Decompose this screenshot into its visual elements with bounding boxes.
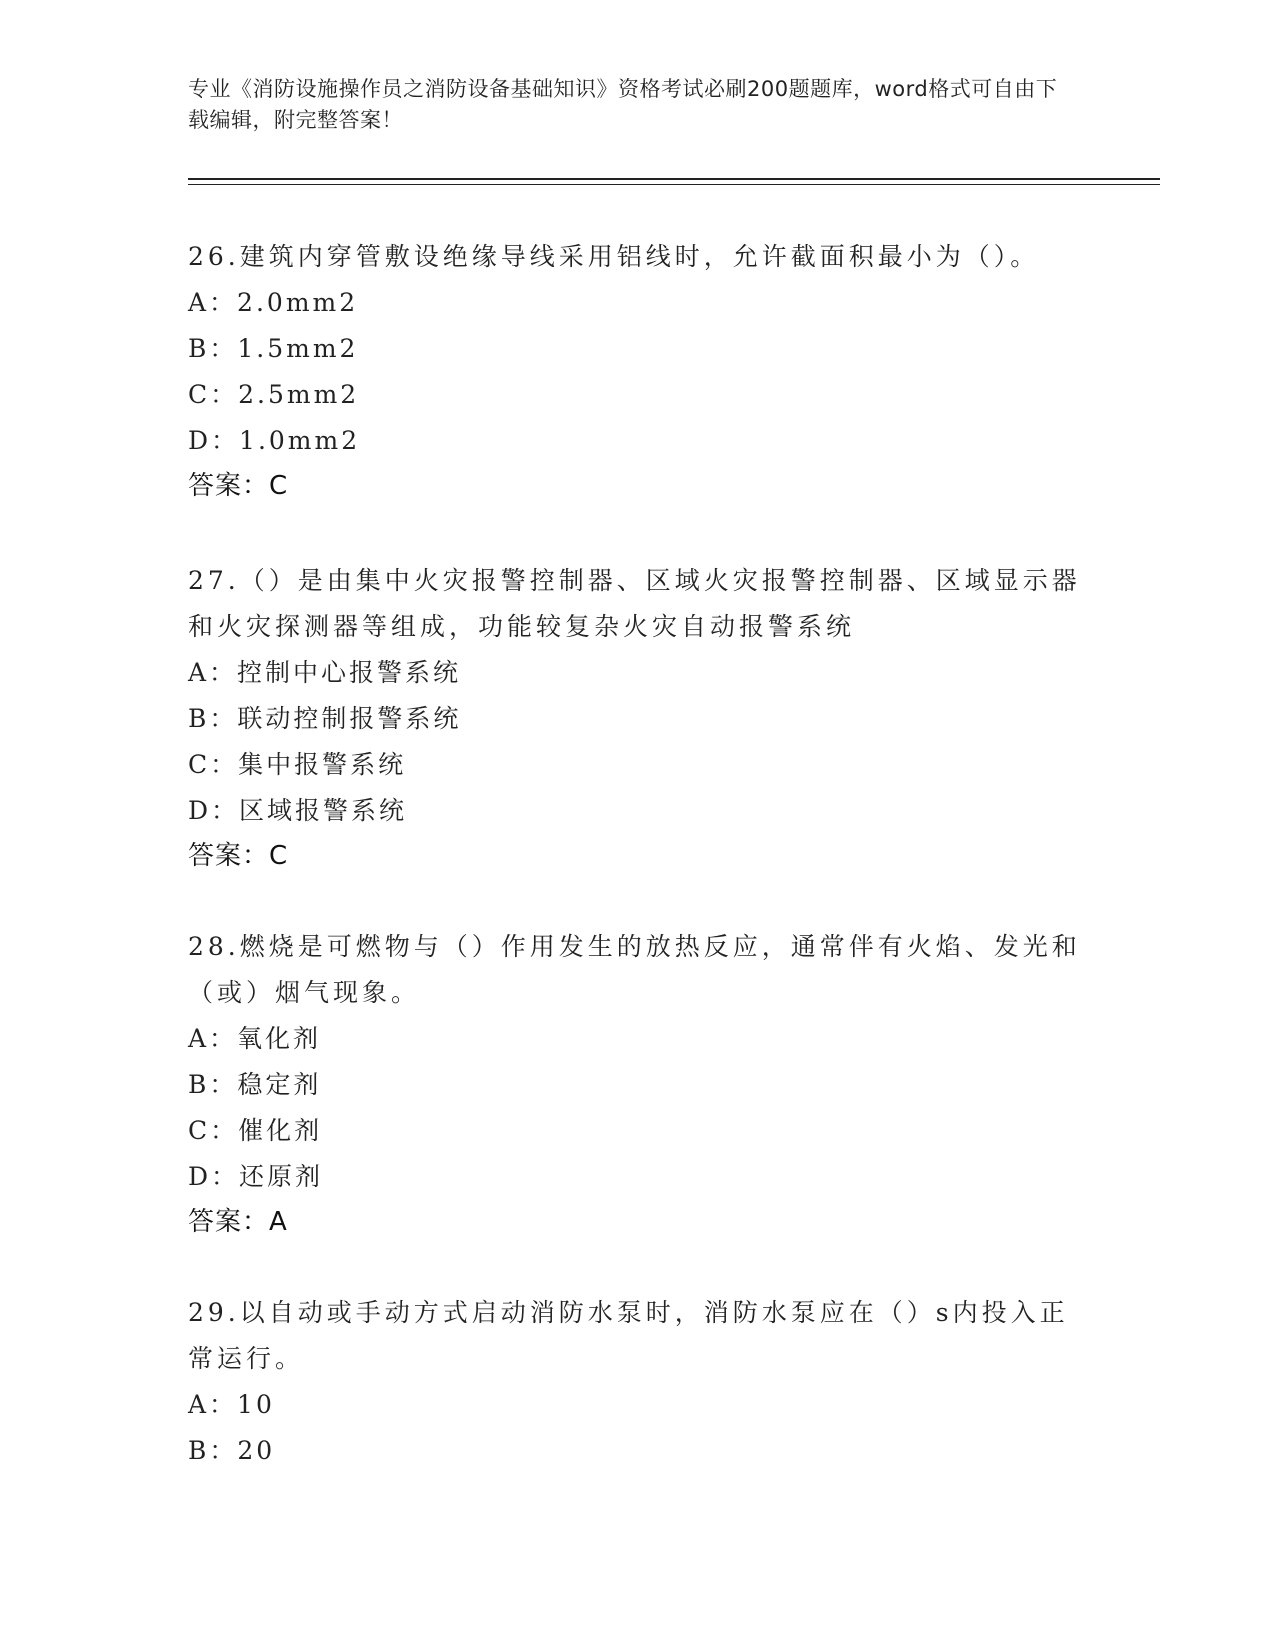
answer: 答案：A [188,1207,288,1237]
option-b: B：联动控制报警系统 [188,704,462,733]
question-stem: 27.（）是由集中火灾报警控制器、区域火灾报警控制器、区域显示器和火灾探测器等组成，功能较复杂火灾自动报警系统 [188,566,1081,641]
question-stem: 26.建筑内穿管敷设绝缘导线采用铝线时，允许截面积最小为（）。 [188,242,1040,271]
option-b: B：20 [188,1436,276,1465]
document-header: 专业《消防设施操作员之消防设备基础知识》资格考试必刷200题题库，word格式可自由下载编辑，附完整答案！ [188,77,1058,132]
option-b: B：稳定剂 [188,1070,322,1099]
option-d: D：还原剂 [188,1162,324,1191]
question-stem: 28.燃烧是可燃物与（）作用发生的放热反应，通常伴有火焰、发光和（或）烟气现象。 [188,932,1081,1007]
question-26 [188,234,1088,508]
answer: 答案：C [188,471,289,501]
header-divider-thin [188,184,1160,185]
option-c: C：催化剂 [188,1116,323,1145]
option-a: A：控制中心报警系统 [188,658,462,687]
option-d: D：区域报警系统 [188,796,408,825]
option-a: A：氧化剂 [188,1024,322,1053]
option-c: C：集中报警系统 [188,750,407,779]
option-c: C：2.5mm2 [188,380,360,409]
question-27 [188,558,1088,878]
option-a: A：2.0mm2 [188,288,359,317]
question-29 [188,1290,1088,1474]
question-stem: 29.以自动或手动方式启动消防水泵时，消防水泵应在（）s内投入正常运行。 [188,1298,1069,1373]
header-divider [188,178,1160,180]
answer: 答案：C [188,841,289,871]
option-d: D：1.0mm2 [188,426,361,455]
option-b: B：1.5mm2 [188,334,359,363]
option-a: A：10 [188,1390,275,1419]
question-28 [188,924,1088,1244]
